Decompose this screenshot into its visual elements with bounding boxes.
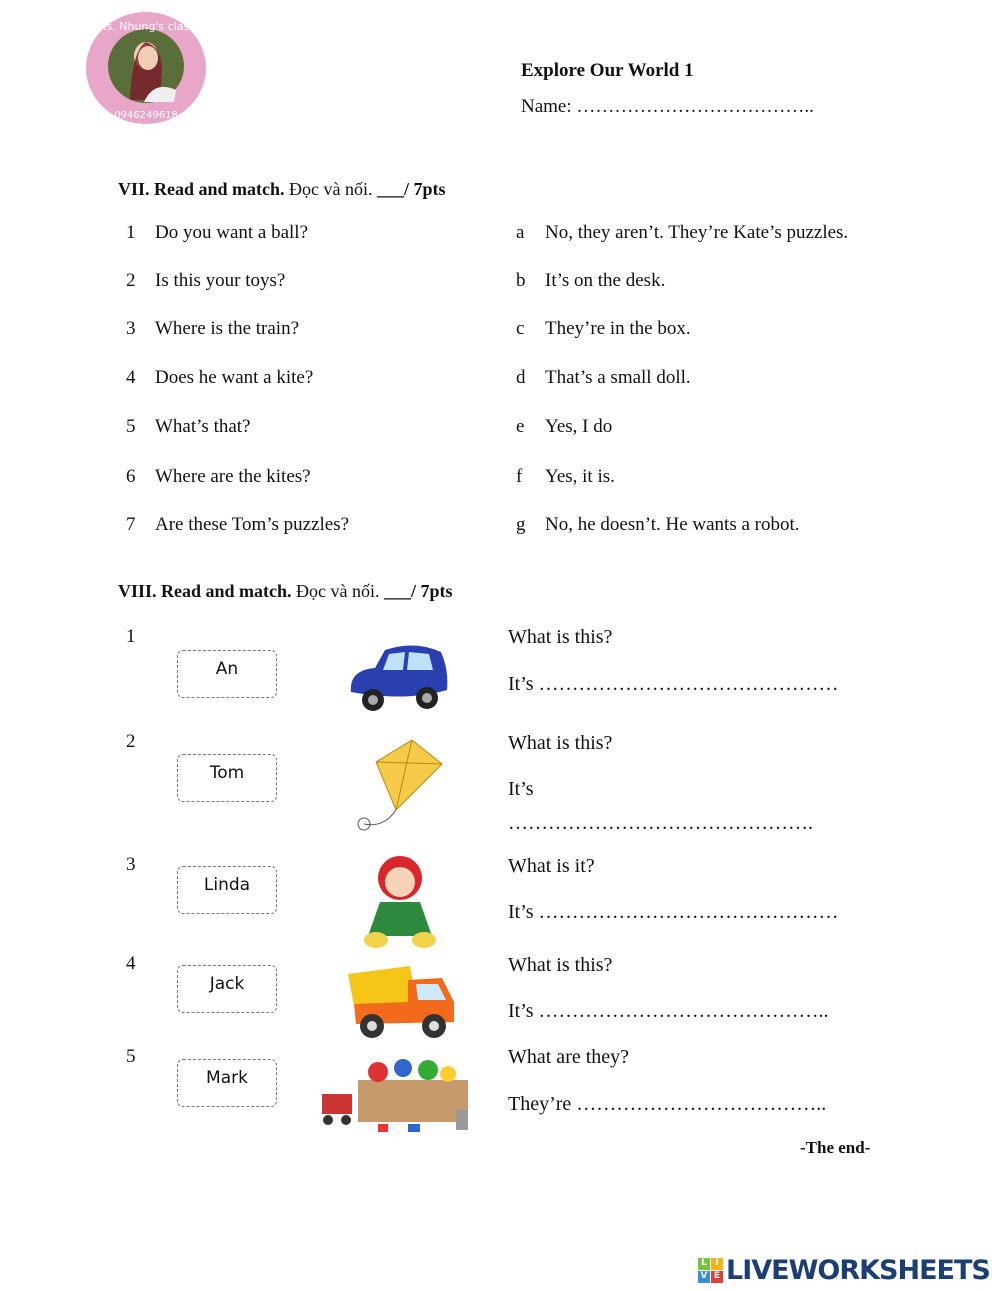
picture-question: What are they? xyxy=(508,1046,630,1068)
answer-line-continued[interactable]: ………………………………………. xyxy=(508,812,813,834)
row-number: 1 xyxy=(126,626,136,647)
row-number: 2 xyxy=(126,731,136,752)
question-number: 7 xyxy=(126,514,136,535)
question-number: 3 xyxy=(126,318,136,339)
worksheet-title: Explore Our World 1 xyxy=(521,60,694,81)
question-text[interactable]: What’s that? xyxy=(155,416,251,437)
question-number: 6 xyxy=(126,466,136,487)
section8-title-vi: Đọc và nối. xyxy=(296,581,380,601)
question-number: 4 xyxy=(126,367,136,388)
answer-text[interactable]: That’s a small doll. xyxy=(545,367,691,388)
answer-letter: a xyxy=(516,222,525,243)
section7-score: ___/ 7pts xyxy=(377,179,446,199)
name-box[interactable]: Jack xyxy=(177,965,277,1013)
answer-letter: b xyxy=(516,270,526,291)
row-number: 5 xyxy=(126,1046,136,1067)
toy-car-image xyxy=(345,640,451,718)
answer-line[interactable]: It’s ……………………………………… xyxy=(508,673,839,695)
brand-name: LIVEWORKSHEETS xyxy=(726,1255,990,1286)
question-text[interactable]: Where are the kites? xyxy=(155,466,311,487)
the-end-label: -The end- xyxy=(800,1138,871,1157)
answer-line[interactable]: They’re ……………………………….. xyxy=(508,1093,827,1115)
answer-line[interactable]: It’s …………………………………….. xyxy=(508,1000,829,1022)
picture-question: What is this? xyxy=(508,954,613,976)
section8-heading xyxy=(118,581,453,602)
answer-letter: d xyxy=(516,367,526,388)
row-number: 4 xyxy=(126,953,136,974)
class-logo xyxy=(84,10,208,126)
section7-title-vi: Đọc và nối. xyxy=(289,179,373,199)
question-text[interactable]: Is this your toys? xyxy=(155,270,286,291)
answer-letter: c xyxy=(516,318,525,339)
answer-letter: e xyxy=(516,416,525,437)
answer-letter: g xyxy=(516,514,526,535)
picture-question: What is this? xyxy=(508,626,613,648)
live-tiles-icon: L I V E xyxy=(698,1258,723,1283)
name-box[interactable]: Tom xyxy=(177,754,277,802)
answer-letter: f xyxy=(516,466,523,487)
answer-text[interactable]: No, he doesn’t. He wants a robot. xyxy=(545,514,800,535)
question-text[interactable]: Are these Tom’s puzzles? xyxy=(155,514,350,535)
name-box[interactable]: Linda xyxy=(177,866,277,914)
name-box[interactable]: Mark xyxy=(177,1059,277,1107)
answer-line[interactable]: It’s ……………………………………… xyxy=(508,901,839,923)
answer-text[interactable]: No, they aren’t. They’re Kate’s puzzles. xyxy=(545,222,849,243)
section7-heading xyxy=(118,179,446,200)
name-box[interactable]: An xyxy=(177,650,277,698)
toy-box-image xyxy=(318,1050,474,1136)
section8-title: VIII. Read and match. xyxy=(118,581,292,601)
answer-text[interactable]: Yes, it is. xyxy=(545,466,615,487)
row-number: 3 xyxy=(126,854,136,875)
doll-image xyxy=(360,852,444,952)
svg-text:Ms. Nhung's class: Ms. Nhung's class xyxy=(97,20,195,33)
section8-score: ___/ 7pts xyxy=(384,581,453,601)
question-number: 1 xyxy=(126,222,136,243)
answer-text[interactable]: They’re in the box. xyxy=(545,318,691,339)
picture-question: What is this? xyxy=(508,732,613,754)
svg-text:0946249618: 0946249618 xyxy=(114,110,178,121)
answer-text[interactable]: It’s on the desk. xyxy=(545,270,666,291)
toy-truck-image xyxy=(346,962,458,1042)
question-text[interactable]: Do you want a ball? xyxy=(155,222,309,243)
question-number: 2 xyxy=(126,270,136,291)
kite-image xyxy=(354,738,444,838)
answer-text[interactable]: Yes, I do xyxy=(545,416,613,437)
answer-line[interactable]: It’s xyxy=(508,778,534,800)
name-field[interactable]: Name: ……………………………….. xyxy=(521,96,814,117)
liveworksheets-logo xyxy=(698,1255,990,1286)
question-text[interactable]: Where is the train? xyxy=(155,318,300,339)
question-number: 5 xyxy=(126,416,136,437)
picture-question: What is it? xyxy=(508,855,595,877)
section7-title: VII. Read and match. xyxy=(118,179,285,199)
question-text[interactable]: Does he want a kite? xyxy=(155,367,314,388)
